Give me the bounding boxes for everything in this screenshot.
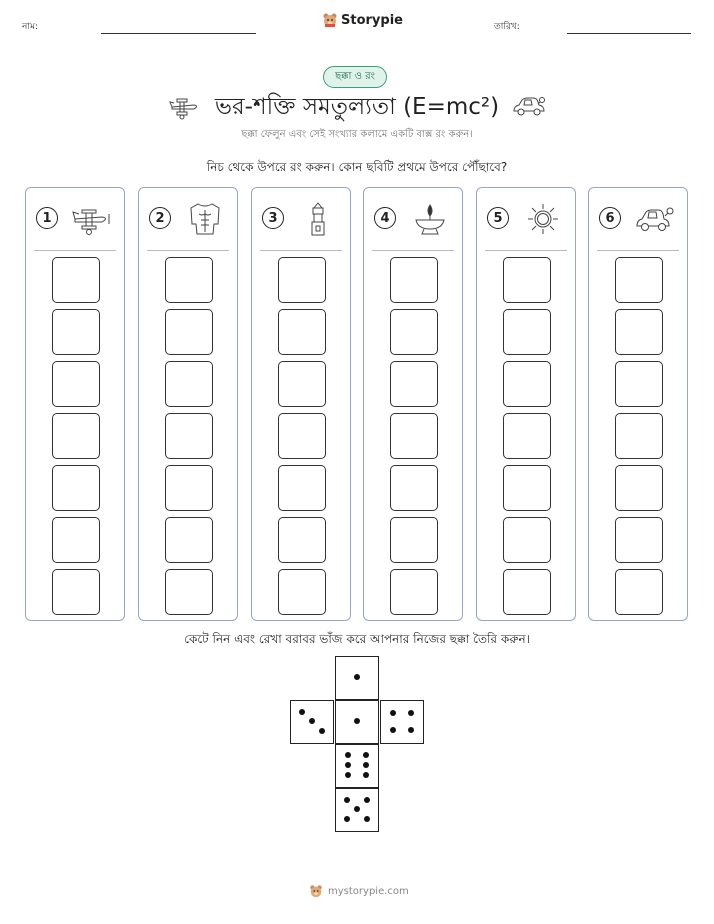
dice-pip — [319, 728, 325, 734]
column-divider — [597, 250, 679, 251]
brand-name: Storypie — [341, 12, 403, 28]
oil-lamp-icon — [410, 202, 450, 236]
color-box[interactable] — [390, 361, 438, 407]
column-number: 3 — [262, 207, 284, 229]
dice-pip — [309, 718, 315, 724]
color-box[interactable] — [165, 413, 213, 459]
color-box[interactable] — [52, 257, 100, 303]
color-box[interactable] — [503, 361, 551, 407]
car-icon — [511, 95, 547, 119]
column-3 — [251, 187, 351, 621]
color-box[interactable] — [278, 361, 326, 407]
column-2 — [138, 187, 238, 621]
column-divider — [147, 250, 229, 251]
color-box[interactable] — [278, 413, 326, 459]
column-number: 2 — [149, 207, 171, 229]
color-box[interactable] — [52, 309, 100, 355]
dice-pip — [363, 752, 369, 758]
color-box[interactable] — [165, 517, 213, 563]
torso-icon — [185, 202, 225, 236]
dice-pip — [390, 710, 396, 716]
column-divider — [485, 250, 567, 251]
color-box[interactable] — [278, 257, 326, 303]
color-box[interactable] — [390, 257, 438, 303]
dice-pip — [364, 797, 370, 803]
page-title: ভর-শক্তি সমতুল্যতা (E=mc²) — [214, 94, 500, 120]
column-6 — [588, 187, 688, 621]
color-box[interactable] — [615, 465, 663, 511]
column-1 — [25, 187, 125, 621]
color-box[interactable] — [52, 465, 100, 511]
dice-pip — [364, 816, 370, 822]
column-divider — [372, 250, 454, 251]
column-divider — [260, 250, 342, 251]
dice-pip — [345, 752, 351, 758]
color-box[interactable] — [390, 465, 438, 511]
footer-url[interactable]: mystorypie.com — [328, 885, 409, 897]
dice-pip — [408, 727, 414, 733]
tower-icon — [298, 202, 338, 236]
column-number: 5 — [487, 207, 509, 229]
bear-logo-icon — [309, 884, 323, 898]
dice-face-1 — [335, 700, 379, 744]
dice-face-4 — [380, 700, 424, 744]
column-4 — [363, 187, 463, 621]
footer — [309, 884, 409, 898]
name-line[interactable] — [101, 33, 256, 34]
color-box[interactable] — [503, 413, 551, 459]
airplane-icon — [72, 202, 112, 236]
color-box[interactable] — [503, 309, 551, 355]
dice-pip — [354, 806, 360, 812]
dice-net — [290, 656, 426, 836]
color-box[interactable] — [615, 309, 663, 355]
color-box[interactable] — [390, 517, 438, 563]
cut-instruction: কেটে নিন এবং রেখা বরাবর ভাঁজ করে আপনার নিজের ছক্কা তৈরি করুন। — [184, 632, 530, 646]
color-box[interactable] — [390, 569, 438, 615]
color-box[interactable] — [52, 569, 100, 615]
dice-pip — [345, 762, 351, 768]
name-label: নাম: — [22, 22, 39, 32]
dice-face-5 — [335, 788, 379, 832]
color-box[interactable] — [165, 309, 213, 355]
color-box[interactable] — [615, 361, 663, 407]
car-icon — [635, 202, 675, 236]
color-box[interactable] — [615, 517, 663, 563]
color-box[interactable] — [165, 569, 213, 615]
color-box[interactable] — [615, 413, 663, 459]
instruction-text: নিচ থেকে উপরে রং করুন। কোন ছবিটি প্রথমে উপরে পৌঁছাবে? — [206, 160, 508, 174]
color-box[interactable] — [390, 309, 438, 355]
dice-pip — [344, 816, 350, 822]
dice-pip — [354, 718, 360, 724]
category-badge: ছক্কা ও রং — [323, 66, 387, 88]
dice-pip — [390, 727, 396, 733]
color-box[interactable] — [278, 517, 326, 563]
column-number: 6 — [599, 207, 621, 229]
color-box[interactable] — [615, 569, 663, 615]
color-box[interactable] — [278, 465, 326, 511]
dice-pip — [363, 772, 369, 778]
dice-pip — [344, 797, 350, 803]
dice-face-3 — [290, 700, 334, 744]
column-number: 4 — [374, 207, 396, 229]
dice-pip — [345, 772, 351, 778]
color-box[interactable] — [165, 465, 213, 511]
color-box[interactable] — [278, 309, 326, 355]
color-box[interactable] — [165, 257, 213, 303]
color-box[interactable] — [615, 257, 663, 303]
color-box[interactable] — [52, 517, 100, 563]
color-box[interactable] — [503, 569, 551, 615]
dice-pip — [354, 674, 360, 680]
bear-logo-icon — [322, 12, 338, 28]
color-box[interactable] — [165, 361, 213, 407]
column-divider — [34, 250, 116, 251]
color-box[interactable] — [503, 517, 551, 563]
color-box[interactable] — [52, 413, 100, 459]
date-line[interactable] — [567, 33, 691, 34]
color-box[interactable] — [503, 257, 551, 303]
color-box[interactable] — [503, 465, 551, 511]
dice-face-1 — [335, 656, 379, 700]
dice-pip — [408, 710, 414, 716]
sun-icon — [523, 202, 563, 236]
color-box[interactable] — [278, 569, 326, 615]
dice-face-6 — [335, 744, 379, 788]
column-number: 1 — [36, 207, 58, 229]
dice-pip — [363, 762, 369, 768]
dice-pip — [299, 709, 305, 715]
subtitle: ছক্কা ফেলুন এবং সেই সংখ্যার কলামে একটি বাক্স রং করুন। — [241, 129, 473, 140]
brand-logo — [322, 12, 403, 28]
color-box[interactable] — [52, 361, 100, 407]
column-5 — [476, 187, 576, 621]
color-box[interactable] — [390, 413, 438, 459]
date-label: তারিখ: — [494, 22, 520, 32]
